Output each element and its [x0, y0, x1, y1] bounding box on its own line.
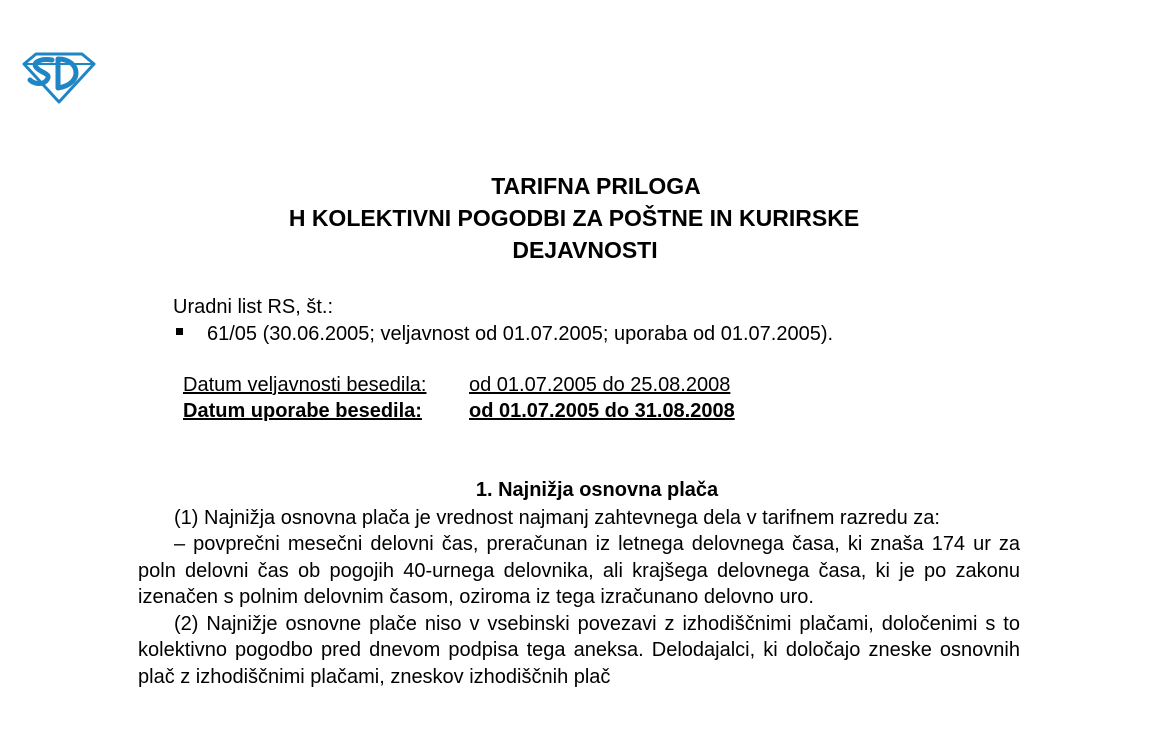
use-date-row [183, 398, 735, 424]
use-label: Datum uporabe besedila: [183, 400, 422, 422]
paragraph: (2) Najnižje osnovne plače niso v vsebinski povezavi z izhodiščnimi plačami, določenimi s to kolektivno pogodbo pred dnevom podpisa tega aneksa. Delodajalci, ki določajo zneske osnovnih plač z izhodiščnimi plačami, zneskov izhodiščnih plač [138, 612, 1020, 688]
validity-date-row [183, 372, 735, 398]
dates-block [183, 372, 735, 424]
use-value: od 01.07.2005 do 31.08.2008 [469, 400, 735, 422]
section-heading: 1. Najnižja osnovna plača [475, 479, 719, 501]
title-line-3: DEJAVNOSTI [512, 237, 658, 263]
sd-logo [22, 50, 96, 104]
gazette-item-text: 61/05 (30.06.2005; veljavnost od 01.07.2005; uporaba od 01.07.2005). [207, 323, 834, 345]
section-1 [138, 477, 1020, 690]
validity-value: od 01.07.2005 do 25.08.2008 [469, 374, 731, 396]
title-line-1: TARIFNA PRILOGA [491, 173, 701, 199]
paragraph: – povprečni mesečni delovni čas, preračunan iz letnega delovnega časa, ki znaša 174 ur za poln delovni čas ob pogojih 40-urnega delovnika, ali krajšega delovnega časa, ki je po zakonu izenačen s polnim delovnim časom, oziroma iz tega izračunano delovno uro. [138, 533, 1020, 608]
bullet-icon [176, 328, 183, 335]
gazette-label: Uradni list RS, št.: [173, 296, 334, 318]
document-title [0, 170, 1157, 266]
gazette-list-item [176, 321, 833, 347]
title-line-2: H KOLEKTIVNI POGODBI ZA POŠTNE IN KURIRSKE [288, 205, 860, 231]
paragraph: (1) Najnižja osnovna plača je vrednost najmanj zahtevnega dela v tarifnem razredu za: [174, 506, 940, 529]
validity-label: Datum veljavnosti besedila: [183, 374, 427, 396]
